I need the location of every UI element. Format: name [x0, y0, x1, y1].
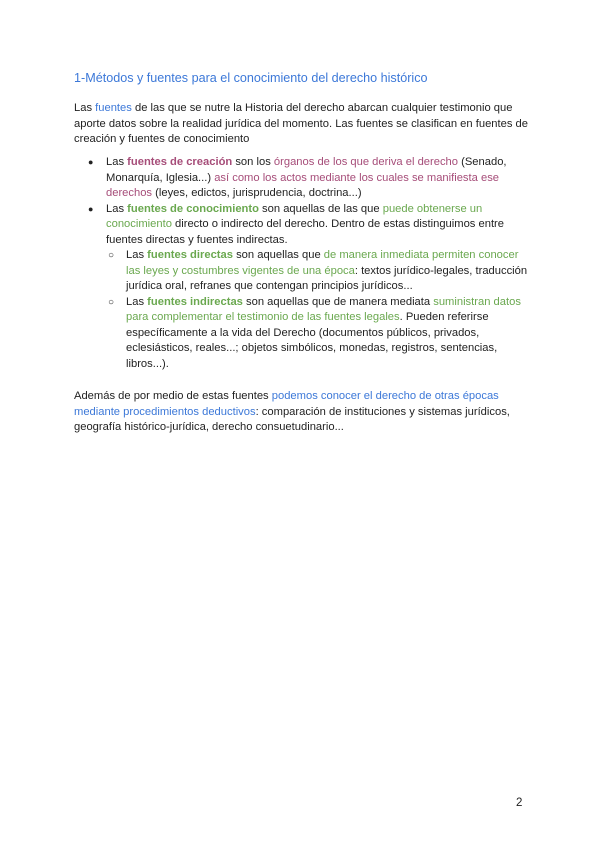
- sublist-item-indirectas: [88, 295, 528, 373]
- bullet-disc-icon: ●: [88, 203, 94, 214]
- bullet-circle-icon: ○: [108, 250, 115, 261]
- bullet-list: [88, 155, 528, 372]
- text-run: son aquellas de las que: [258, 202, 383, 215]
- outro-paragraph: [74, 389, 534, 436]
- highlight-text: órganos de los que deriva el derecho: [273, 156, 459, 168]
- highlight-text: así como los actos mediante los cuales se manifiesta ese derechos: [106, 171, 500, 199]
- text-run: son aquellas que: [232, 249, 324, 261]
- bullet-circle-icon: ○: [108, 296, 115, 308]
- term-fuentes-conocimiento: fuentes de conocimiento: [127, 202, 259, 215]
- highlight-text: puede obtenerse un conocimiento: [106, 202, 483, 230]
- intro-paragraph: [74, 101, 534, 148]
- text-run: Las: [126, 295, 148, 308]
- text-run: son aquellas que de manera mediata: [242, 295, 434, 308]
- text-run: de las que se nutre la Historia del derecho abarcan cualquier testimonio que aporte datos sobre la realidad jurídica del momento. Las fuentes se clasifican en fuentes de creación y fuentes de conocimiento: [74, 102, 528, 145]
- section-heading: 1-Métodos y fuentes para el conocimiento del derecho histórico: [74, 71, 428, 85]
- term-fuentes-directas: fuentes directas: [147, 249, 233, 261]
- text-run: directo o indirecto del derecho. Dentro de estas distinguimos entre fuentes directas y fuentes indirectas.: [106, 218, 505, 246]
- text-run: Las: [106, 156, 128, 168]
- sublist-item-directas: [88, 248, 528, 295]
- text-run: (Senado, Monarquía, Iglesia...): [106, 156, 507, 184]
- text-run: Las: [106, 202, 128, 215]
- text-run: Las: [126, 249, 148, 261]
- text-run: : textos jurídico-legales, traducción jurídica oral, refranes que contengan principios jurídicos...: [126, 264, 528, 292]
- highlight-text: podemos conocer el derecho de otras épocas mediante procedimientos deductivos: [74, 390, 499, 418]
- list-item-conocimiento: [88, 202, 528, 249]
- text-run: . Pueden referirse específicamente a la vida del Derecho (documentos públicos, privados, eclesiásticos, reales...; objetos simbólicos, monedas, registros, sentencias, libros...).: [126, 311, 498, 370]
- text-run: Además de por medio de estas fuentes: [74, 390, 272, 402]
- text-run: : comparación de instituciones y sistemas jurídicos, geografía histórico-jurídica, derecho consuetudinario...: [74, 405, 510, 433]
- text-run: (leyes, edictos, jurisprudencia, doctrina...): [152, 187, 362, 199]
- bullet-disc-icon: ●: [88, 157, 94, 167]
- page-number: 2: [516, 797, 523, 809]
- list-item-creacion: [88, 155, 528, 202]
- highlight-text: suministran datos para complementar el testimonio de las fuentes legales: [126, 295, 521, 323]
- term-fuentes-indirectas: fuentes indirectas: [147, 295, 243, 308]
- highlight-text: de manera inmediata permiten conocer las leyes y costumbres vigentes de una época: [126, 249, 519, 277]
- text-run: Las: [74, 102, 96, 114]
- highlight-fuentes: fuentes: [95, 102, 132, 114]
- text-run: son los: [232, 156, 274, 168]
- term-fuentes-creacion: fuentes de creación: [127, 156, 233, 168]
